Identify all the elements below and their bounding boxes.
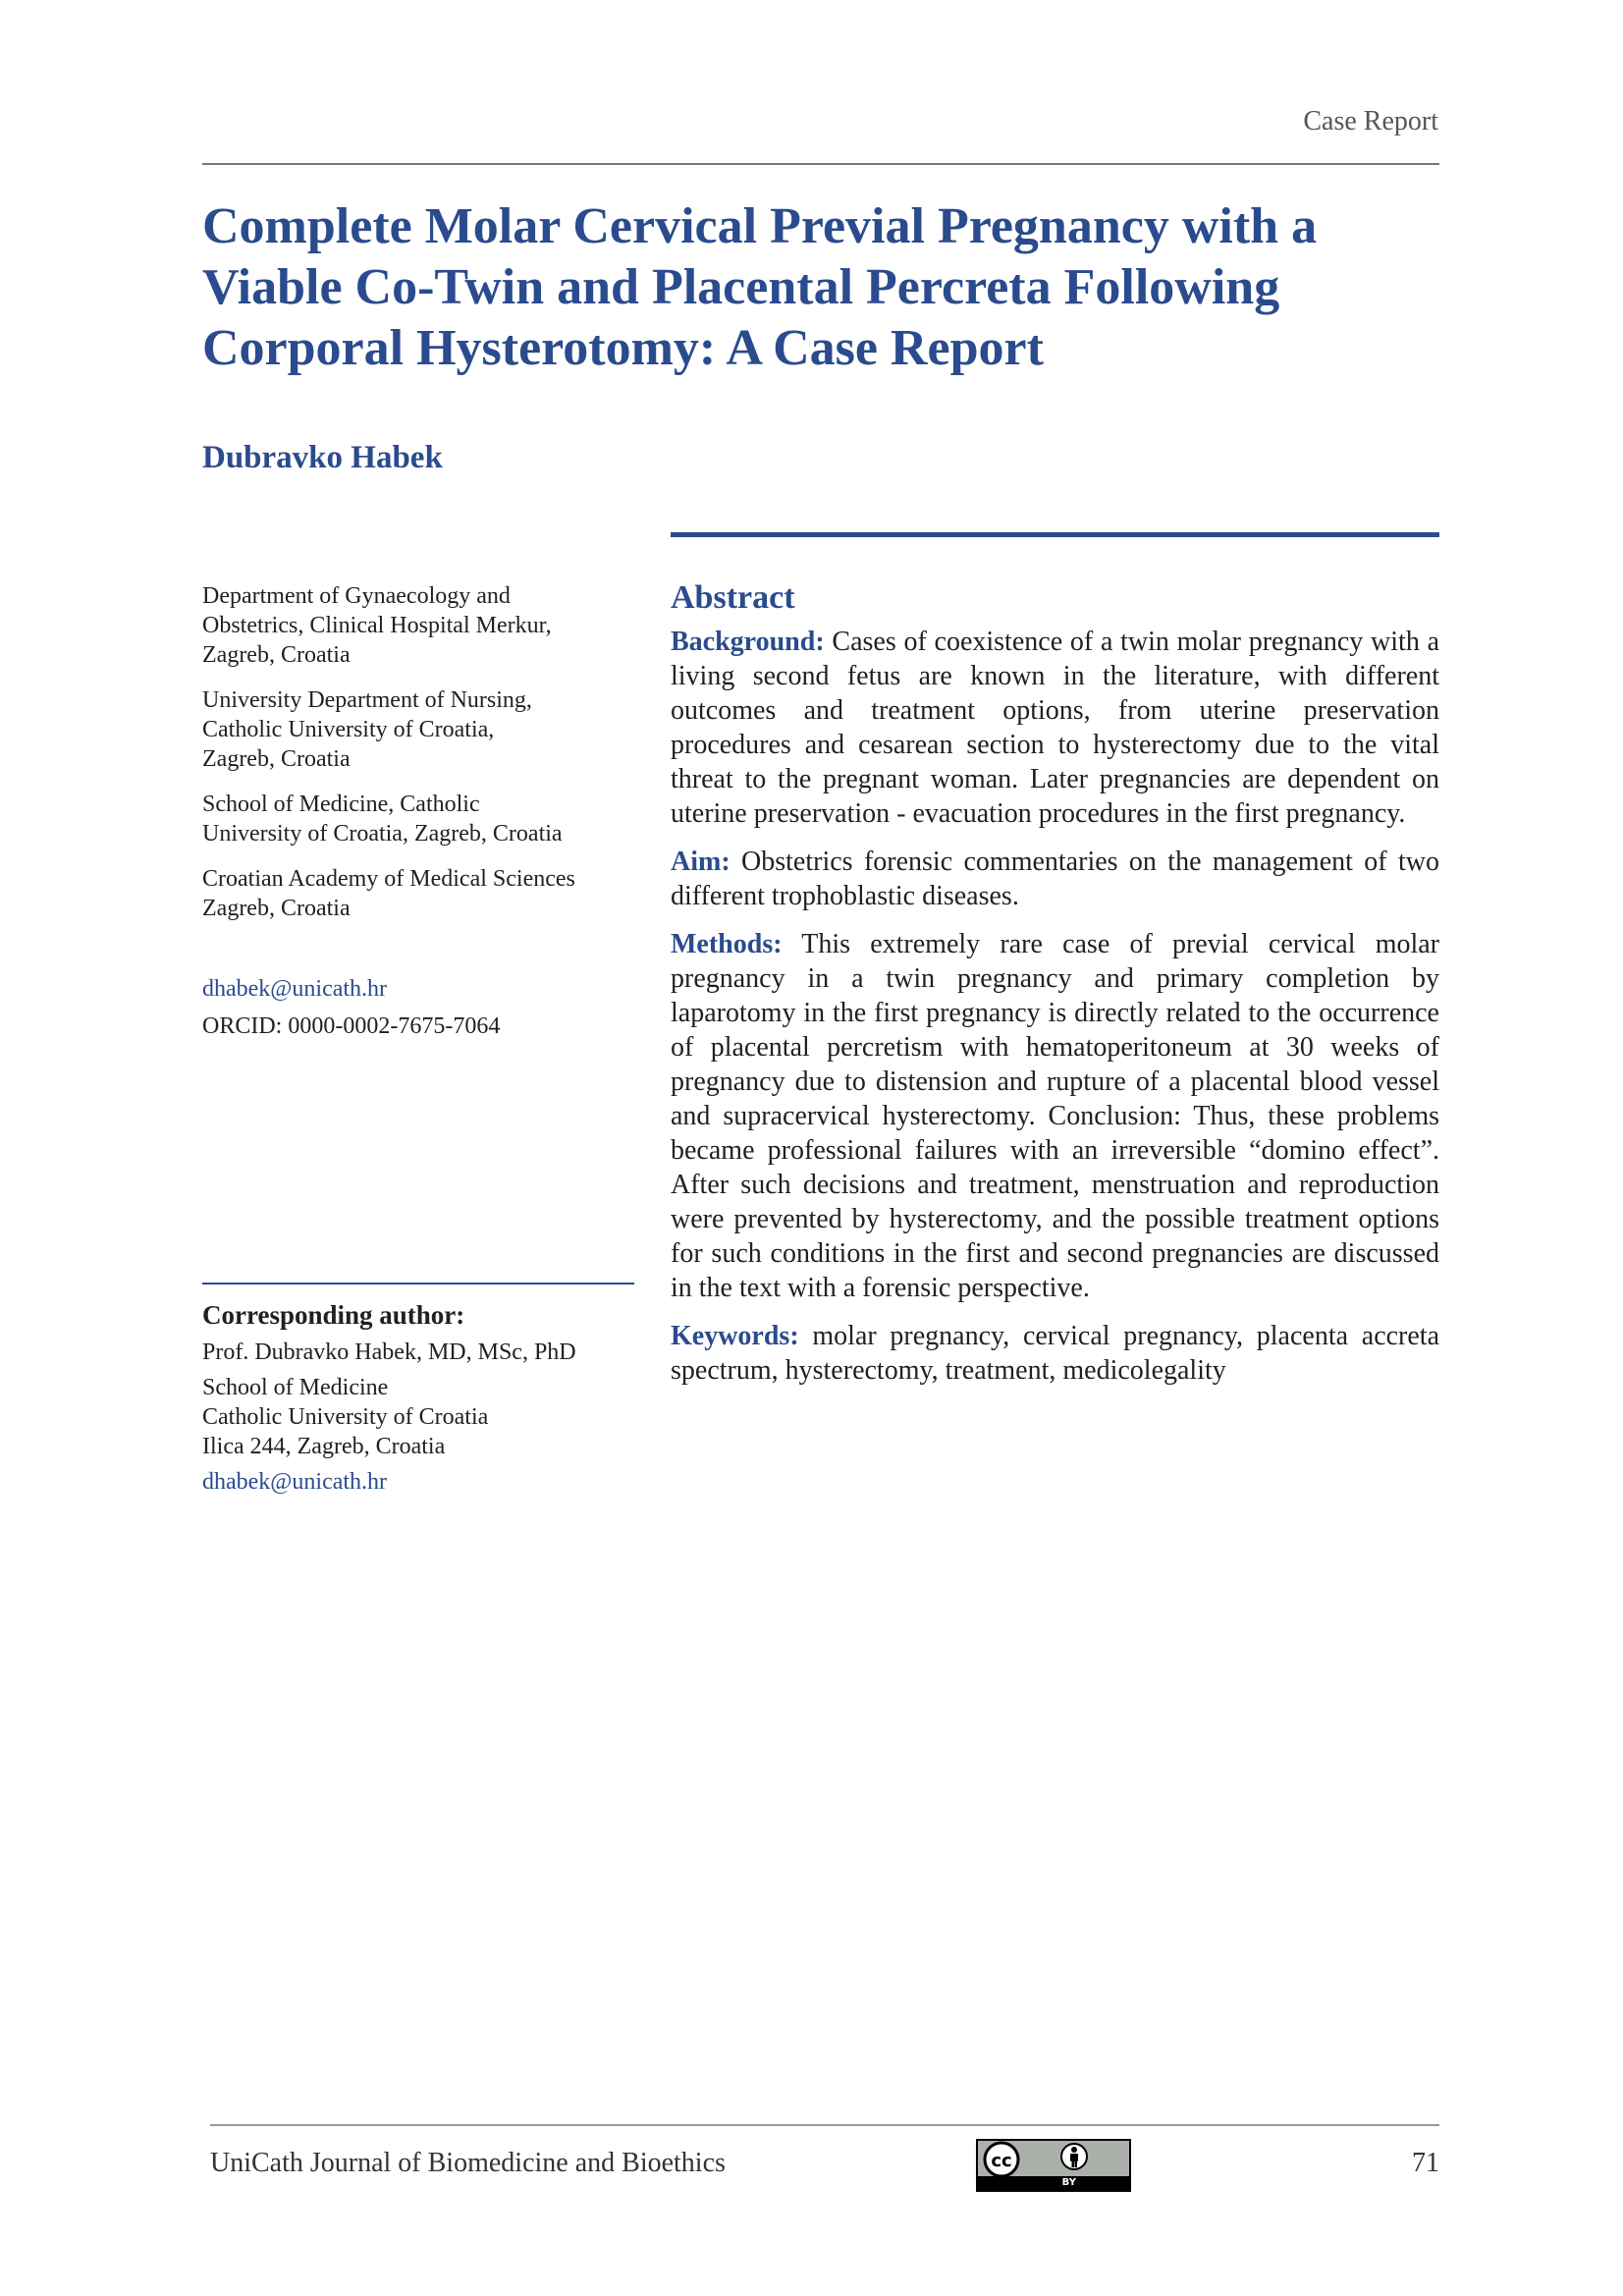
affiliations-column [202, 581, 634, 1041]
corresponding-divider [202, 1283, 634, 1285]
aim-label: Aim: [671, 847, 730, 877]
keywords-text: molar pregnancy, cervical pregnancy, placenta accreta spectrum, hysterectomy, treatment, medicolegality [671, 1321, 1440, 1386]
abstract-aim [671, 845, 1439, 913]
corresponding-heading: Corresponding author: [202, 1300, 465, 1330]
corresponding-author-block [202, 1298, 634, 1497]
svg-text:cc: cc [991, 2151, 1012, 2171]
cc-by-license-badge[interactable] [976, 2139, 1131, 2192]
page-number: 71 [1412, 2148, 1439, 2178]
affiliation: Croatian Academy of Medical Sciences Zagreb, Croatia [202, 866, 575, 921]
attribution-person-icon [1061, 2144, 1087, 2169]
orcid-id: ORCID: 0000-0002-7675-7064 [202, 1013, 501, 1039]
background-label: Background: [671, 627, 825, 657]
cc-badge-graphic [978, 2141, 1129, 2176]
abstract-methods [671, 927, 1439, 1305]
author-email-link[interactable]: dhabek@unicath.hr [202, 976, 388, 1002]
affiliation: School of Medicine, Catholic University of Croatia, Zagreb, Croatia [202, 792, 563, 847]
cc-icon [985, 2143, 1018, 2176]
author-name: Dubravko Habek [202, 440, 443, 475]
affiliation: Department of Gynaecology and Obstetrics, Clinical Hospital Merkur, Zagreb, Croatia [202, 583, 552, 668]
affiliation: University Department of Nursing, Catholic University of Croatia, Zagreb, Croatia [202, 687, 532, 772]
journal-name: UniCath Journal of Biomedicine and Bioethics [210, 2148, 726, 2178]
license-type-label: BY [978, 2176, 1129, 2190]
keywords-label: Keywords: [671, 1321, 799, 1351]
abstract-background [671, 625, 1439, 831]
footer-divider [210, 2124, 1439, 2126]
section-label: Case Report [1303, 106, 1438, 137]
abstract-divider [671, 532, 1439, 537]
background-text: Cases of coexistence of a twin molar pregnancy with a living second fetus are known in the literature, with different outcomes and treatment options, from uterine preservation procedures and cesarean section to hysterectomy due to the vital threat to the pregnant woman. Later pregnancies are dependent on uterine preservation - evacuation procedures in the first pregnancy. [671, 627, 1439, 829]
methods-text: This extremely rare case of previal cervical molar pregnancy in a twin pregnancy and primary completion by laparotomy in the first pregnancy is directly related to the occurrence of placental percretism with hematoperitoneum at 30 weeks of pregnancy due to distension and rupture of a placental blood vessel and supracervical hysterectomy. Conclusion: Thus, these problems became professional failures with an irreversible “domino effect”. After such decisions and treatment, menstruation and reproduction were prevented by hysterectomy, and the possible treatment options for such conditions in the first and second pregnancies are discussed in the text with a forensic perspective. [671, 929, 1440, 1303]
aim-text: Obstetrics forensic commentaries on the management of two different trophoblastic diseases. [671, 847, 1439, 911]
abstract-heading: Abstract [671, 579, 795, 616]
abstract-section [671, 577, 1439, 1401]
abstract-keywords [671, 1319, 1439, 1388]
header-divider [202, 163, 1439, 165]
corresponding-name: Prof. Dubravko Habek, MD, MSc, PhD [202, 1339, 576, 1365]
article-title: Complete Molar Cervical Previal Pregnancy with a Viable Co-Twin and Placental Percreta Following Corporal Hysterotomy: A Case Report [202, 198, 1318, 376]
corresponding-address: School of Medicine Catholic University of Croatia Ilica 244, Zagreb, Croatia [202, 1375, 489, 1459]
methods-label: Methods: [671, 929, 783, 959]
corresponding-email-link[interactable]: dhabek@unicath.hr [202, 1469, 388, 1495]
